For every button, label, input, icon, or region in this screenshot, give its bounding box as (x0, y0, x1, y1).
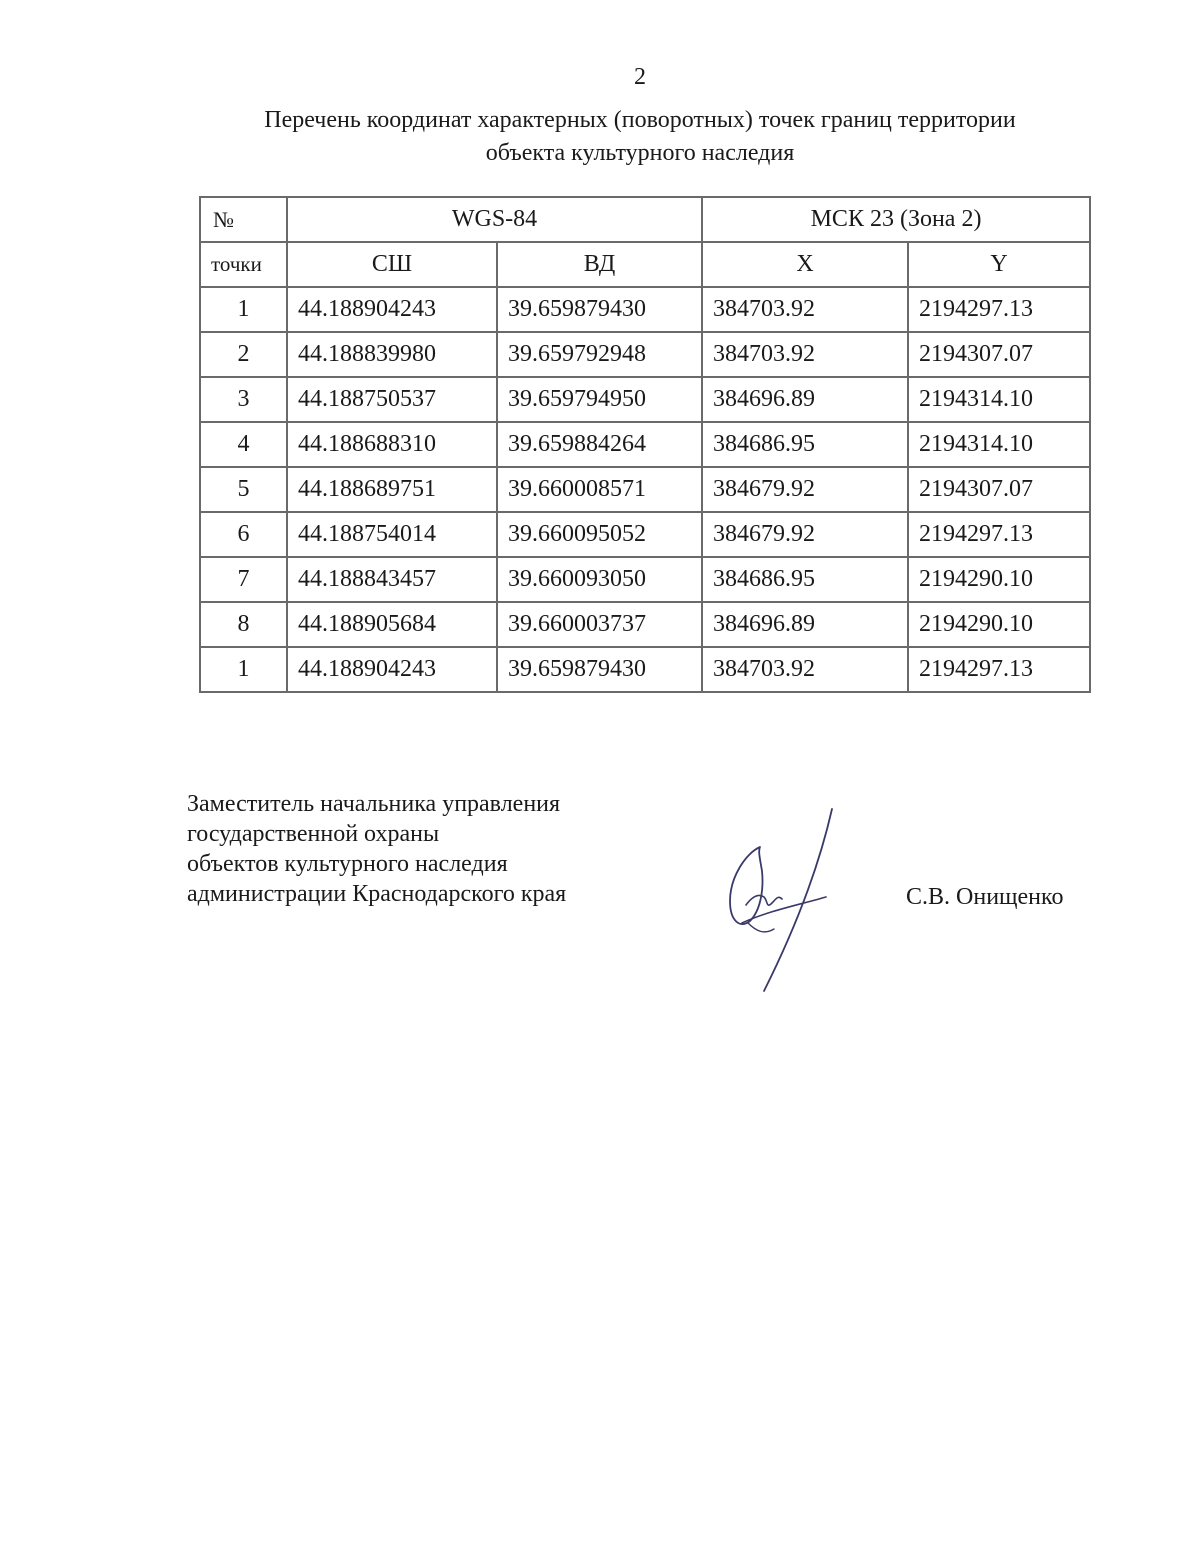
table-row (200, 287, 1090, 332)
position-line-1: Заместитель начальника управления (187, 791, 561, 817)
signature-stroke-loop (730, 847, 763, 924)
cell-point: 8 (200, 602, 287, 647)
cell-x: 384679.92 (702, 467, 908, 512)
cell-latitude: 44.188689751 (287, 467, 497, 512)
cell-y: 2194297.13 (908, 647, 1090, 692)
cell-x: 384679.92 (702, 512, 908, 557)
table-subheader-row (200, 242, 1090, 287)
signature-stroke-inner (746, 895, 782, 905)
cell-point: 6 (200, 512, 287, 557)
cell-latitude: 44.188750537 (287, 377, 497, 422)
table-row (200, 557, 1090, 602)
signatory-name: С.В. Онищенко (906, 884, 1064, 910)
title-line-2: объекта культурного наследия (485, 140, 795, 166)
cell-latitude: 44.188754014 (287, 512, 497, 557)
cell-y: 2194297.13 (908, 287, 1090, 332)
table-row (200, 377, 1090, 422)
header-latitude: СШ (287, 242, 497, 287)
cell-y: 2194307.07 (908, 467, 1090, 512)
signatory-position (187, 789, 566, 909)
signature-stroke-cross (742, 897, 826, 923)
cell-point: 1 (200, 287, 287, 332)
header-x: X (702, 242, 908, 287)
cell-longitude: 39.659879430 (497, 287, 702, 332)
header-point-label: точки (200, 242, 287, 287)
page-number: 2 (634, 64, 646, 90)
cell-y: 2194290.10 (908, 602, 1090, 647)
cell-point: 4 (200, 422, 287, 467)
table-header-row (200, 197, 1090, 242)
cell-longitude: 39.659794950 (497, 377, 702, 422)
position-line-2: государственной охраны (187, 821, 440, 847)
cell-y: 2194314.10 (908, 422, 1090, 467)
cell-longitude: 39.660003737 (497, 602, 702, 647)
cell-latitude: 44.188843457 (287, 557, 497, 602)
cell-point: 5 (200, 467, 287, 512)
cell-point: 7 (200, 557, 287, 602)
cell-longitude: 39.660095052 (497, 512, 702, 557)
cell-point: 1 (200, 647, 287, 692)
cell-point: 2 (200, 332, 287, 377)
signature-stroke-tail (748, 923, 774, 932)
table-row (200, 422, 1090, 467)
document-title (140, 104, 1140, 170)
table-row (200, 647, 1090, 692)
position-line-3: объектов культурного наследия (187, 851, 508, 877)
cell-x: 384696.89 (702, 602, 908, 647)
cell-latitude: 44.188688310 (287, 422, 497, 467)
cell-x: 384703.92 (702, 287, 908, 332)
cell-x: 384703.92 (702, 332, 908, 377)
table-row (200, 332, 1090, 377)
header-msk23: МСК 23 (Зона 2) (702, 197, 1090, 242)
handwritten-signature (718, 805, 848, 995)
cell-x: 384696.89 (702, 377, 908, 422)
header-wgs84: WGS-84 (287, 197, 702, 242)
cell-latitude: 44.188904243 (287, 287, 497, 332)
cell-y: 2194290.10 (908, 557, 1090, 602)
table-row (200, 467, 1090, 512)
cell-y: 2194314.10 (908, 377, 1090, 422)
table-row (200, 512, 1090, 557)
cell-x: 384703.92 (702, 647, 908, 692)
cell-x: 384686.95 (702, 422, 908, 467)
cell-longitude: 39.659792948 (497, 332, 702, 377)
header-number-sign: № (200, 197, 287, 242)
cell-longitude: 39.659879430 (497, 647, 702, 692)
table-row (200, 602, 1090, 647)
title-line-1: Перечень координат характерных (поворотных) точек границ территории (264, 107, 1016, 133)
cell-y: 2194307.07 (908, 332, 1090, 377)
header-longitude: ВД (497, 242, 702, 287)
coordinates-table (199, 196, 1091, 693)
cell-longitude: 39.660093050 (497, 557, 702, 602)
cell-point: 3 (200, 377, 287, 422)
cell-x: 384686.95 (702, 557, 908, 602)
cell-longitude: 39.659884264 (497, 422, 702, 467)
header-y: Y (908, 242, 1090, 287)
position-line-4: администрации Краснодарского края (187, 881, 567, 907)
cell-longitude: 39.660008571 (497, 467, 702, 512)
cell-latitude: 44.188905684 (287, 602, 497, 647)
cell-latitude: 44.188839980 (287, 332, 497, 377)
cell-y: 2194297.13 (908, 512, 1090, 557)
cell-latitude: 44.188904243 (287, 647, 497, 692)
